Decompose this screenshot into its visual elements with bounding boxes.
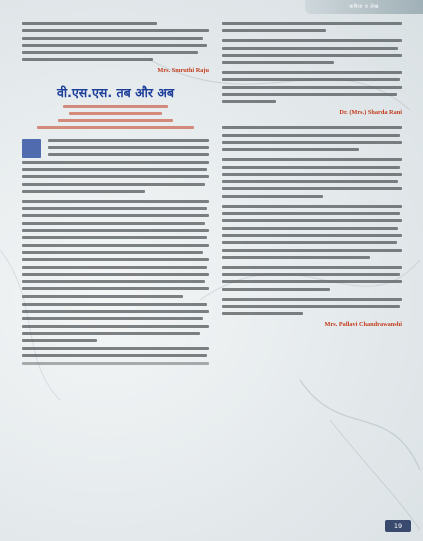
text-block-intro: [22, 22, 209, 61]
author-signature: Mrs. Smruthi Raju: [157, 67, 209, 75]
text-block-r7: [222, 266, 402, 291]
section-title: कविता व लेख: [349, 4, 379, 10]
drop-cap: [22, 139, 41, 158]
text-block-4: [22, 347, 209, 365]
page-number: 19: [385, 520, 411, 532]
text-block-r1: [222, 22, 402, 32]
author-signature-3: Mrs. Pallavi Chandrawanshi: [324, 321, 402, 329]
text-block-r4: [222, 126, 402, 151]
poem-subtitle: [22, 105, 209, 128]
right-column: [222, 22, 402, 338]
text-block-r5: [222, 158, 402, 197]
text-block-r6: [222, 205, 402, 259]
left-column: [22, 22, 209, 370]
text-block-2: [22, 200, 209, 298]
text-block-1: [22, 139, 209, 193]
text-block-r2: [222, 39, 402, 64]
author-signature-2: Dr. (Mrs.) Sharda Rani: [339, 109, 402, 117]
text-block-r8: [222, 298, 402, 316]
text-block-3: [22, 303, 209, 342]
text-block-r3: [222, 71, 402, 103]
section-header-tab: [305, 0, 423, 14]
poem-title: वी.एस.एस. तब और अब: [56, 85, 175, 101]
